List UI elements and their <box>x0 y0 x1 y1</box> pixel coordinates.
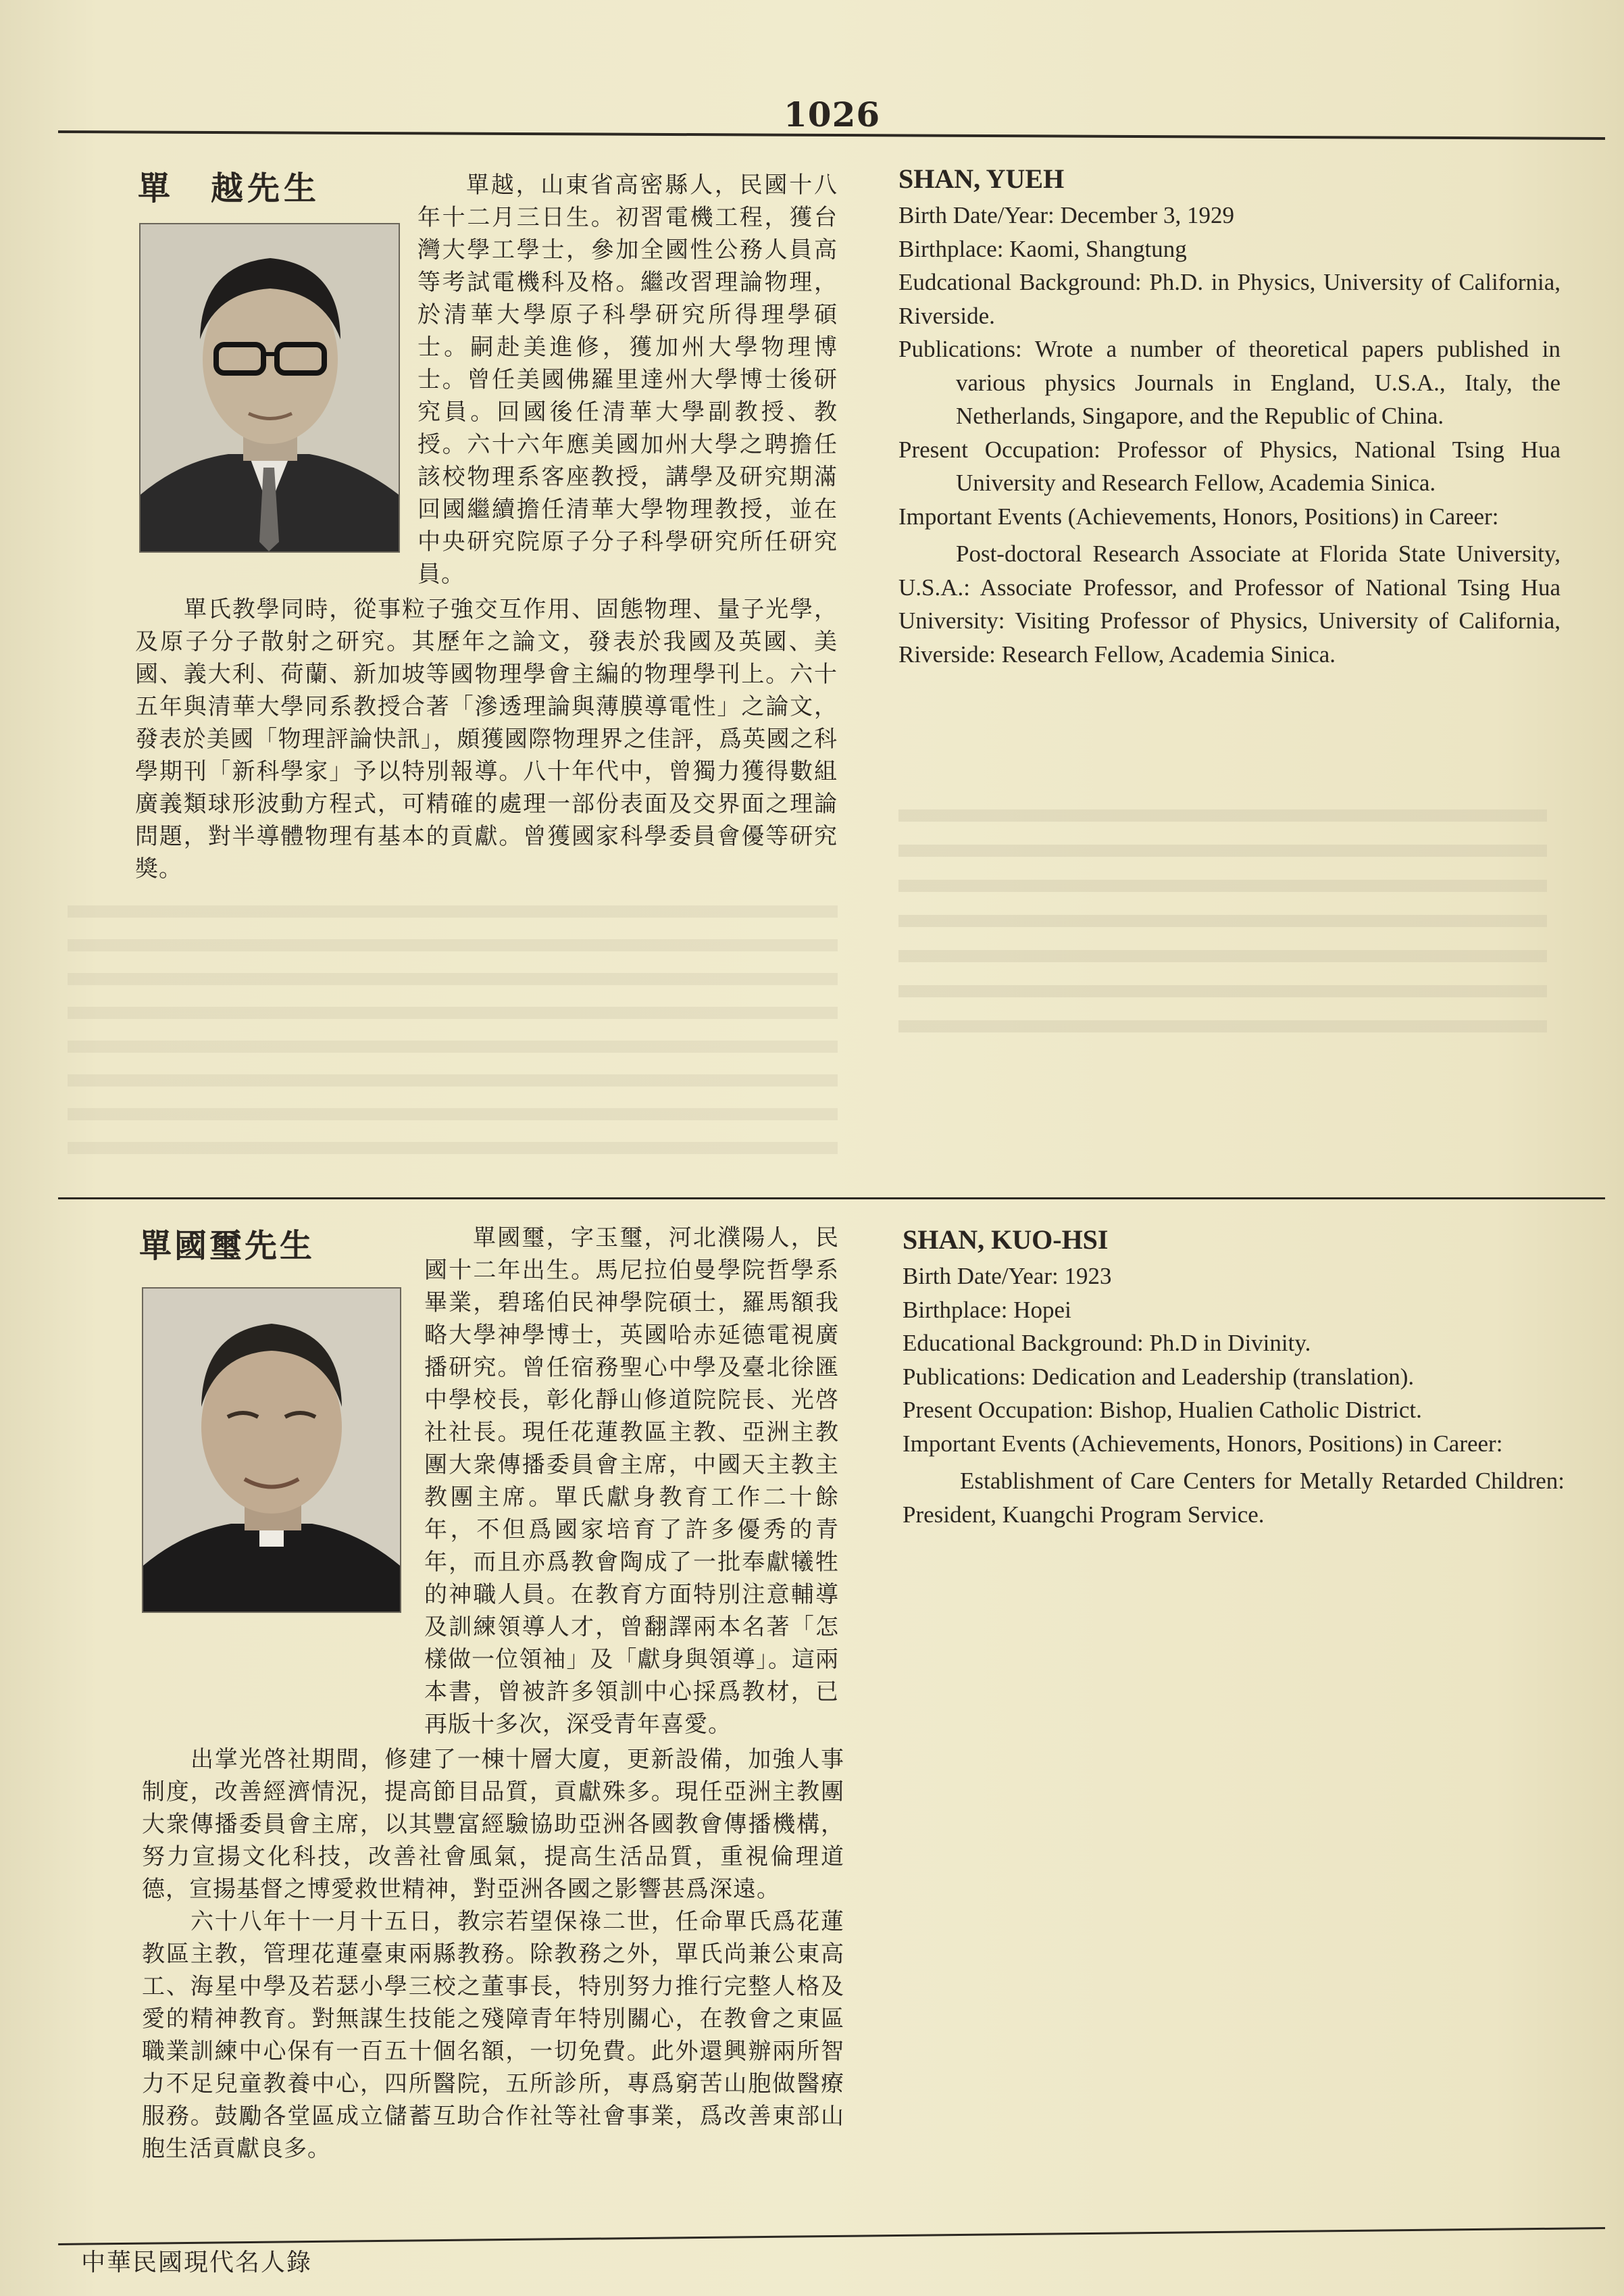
entry2-field-occupation <box>903 1393 1565 1427</box>
field-label: Present Occupation: <box>898 436 1100 463</box>
field-label: Important Events (Achievements, Honors, Positions) in Career: <box>903 1430 1503 1457</box>
middle-rule <box>58 1197 1605 1199</box>
field-label: Birth Date/Year: <box>898 202 1055 228</box>
entry1-name-en: SHAN, YUEH <box>898 164 1065 194</box>
entry2-name-en: SHAN, KUO-HSI <box>903 1224 1109 1255</box>
entry1-field-occupation <box>898 433 1560 500</box>
book-title-footer: 中華民國現代名人錄 <box>81 2249 313 2276</box>
entry2-field-publications <box>903 1360 1565 1394</box>
field-label: Publications: <box>903 1363 1026 1390</box>
entry2-career: Establishment of Care Centers for Metally Retarded Children: President, Kuangchi Program Service. <box>903 1468 1565 1528</box>
field-label: Birthplace: <box>898 235 1004 262</box>
entry2-field-birthdate <box>903 1259 1565 1293</box>
entry2-english-bio <box>903 1222 1565 1531</box>
field-value: Ph.D. in Physics, University of California, Riverside. <box>898 269 1560 329</box>
field-label: Publications: <box>898 336 1022 362</box>
entry1-field-publications <box>898 332 1560 433</box>
field-value: 1923 <box>1064 1263 1112 1289</box>
bleed-through-text <box>68 892 838 1176</box>
entry2-portrait-photo <box>142 1287 401 1613</box>
entry1-field-education <box>898 266 1560 332</box>
field-value: Wrote a number of theoretical papers published in various physics Journals in England, U.S.A., Italy, the Netherlands, Singapore, and the Republic of China. <box>956 336 1561 429</box>
entry2-bio-paragraph: 出掌光啓社期間，修建了一棟十層大廈，更新設備，加強人事制度，改善經濟情況，提高節目品質，貢獻殊多。現任亞洲主教團大衆傳播委員會主席，以其豐富經驗協助亞洲各國教會傳播機構，努力宣揚文化科技，改善社會風氣，提高生活品質，重視倫理道德，宣揚基督之博愛救世精神，對亞洲各國之影響甚爲深遠。 <box>142 1746 844 1903</box>
entry1-career: Post-doctoral Research Associate at Florida State University, U.S.A.: Associate Professor, and Professor of National Tsing Hua University: Visiting Professor of Physics, University of California, Riverside: Research Fellow, Academia Sinica. <box>898 541 1560 668</box>
field-label: Birth Date/Year: <box>903 1263 1059 1289</box>
entry1-field-birthplace <box>898 232 1560 266</box>
entry1-bio-zh-full <box>135 593 838 885</box>
field-value: Bishop, Hualien Catholic District. <box>1099 1397 1422 1423</box>
entry1-name-zh: 單 越先生 <box>138 170 321 207</box>
entry2-bio-paragraph: 單國璽，字玉璽，河北濮陽人，民國十二年出生。馬尼拉伯曼學院哲學系畢業，碧瑤伯民神學院碩士，羅馬額我略大學神學博士，英國哈赤延德電視廣播研究。曾任宿務聖心中學及臺北徐匯中學校長，彰化靜山修道院院長、光啓社社長。現任花蓮教區主教、亞洲主教團大衆傳播委員會主席，中國天主教主教團主席。單氏獻身教育工作二十餘年，不但爲國家培育了許多優秀的青年，而且亦爲教會陶成了一批奉獻犧牲的神職人員。在教育方面特別注意輔導及訓練領導人才，曾翻譯兩本名著「怎樣做一位領袖」及「獻身與領導」。這兩本書，曾被許多領訓中心採爲教材，已再版十多次，深受青年喜愛。 <box>424 1224 839 1738</box>
entry2-bio-paragraph: 六十八年十一月十五日，教宗若望保祿二世，任命單氏爲花蓮教區主教，管理花蓮臺東兩縣教務。除教務之外，單氏尚兼公東高工、海星中學及若瑟小學三校之董事長，特別努力推行完整人格及愛的精神教育。對無謀生技能之殘障青年特別關心，在教會之東區職業訓練中心保有一百五十個名額，一切免費。此外還興辦兩所智力不足兒童教養中心，四所醫院，五所診所，專爲窮苦山胞做醫療服務。鼓勵各堂區成立儲蓄互助合作社等社會事業，爲改善東部山胞生活貢獻良多。 <box>142 1908 844 2162</box>
entry1-bio-paragraph: 單越，山東省高密縣人，民國十八年十二月三日生。初習電機工程，獲台灣大學工學士，參加全國性公務人員高等考試電機科及格。繼改習理論物理，於清華大學原子科學研究所得理學碩士。嗣赴美進修，獲加州大學物理博士。曾任美國佛羅里達州大學博士後研究員。回國後任清華大學副教授、教授。六十六年應美國加州大學之聘擔任該校物理系客座教授，講學及研究期滿回國繼續擔任清華大學物理教授，並在中央研究院原子分子科學研究所任研究員。 <box>417 172 838 588</box>
field-label: Eudcational Background: <box>898 269 1142 295</box>
entry1-english-bio <box>898 161 1560 671</box>
entry2-bio-zh-col <box>424 1222 839 1741</box>
field-value: Ph.D in Divinity. <box>1149 1330 1311 1356</box>
entry1-field-events <box>898 500 1560 534</box>
entry2-bio-zh-full <box>142 1743 844 2165</box>
entry2-field-events <box>903 1427 1565 1461</box>
entry1-portrait-svg <box>141 224 399 551</box>
field-value: Kaomi, Shangtung <box>1009 235 1187 262</box>
entry2-field-education <box>903 1326 1565 1360</box>
field-value: Dedication and Leadership (translation). <box>1032 1363 1415 1390</box>
entry2-name-zh: 單國璽先生 <box>139 1227 315 1265</box>
bleed-through-text <box>898 797 1547 1054</box>
field-value: December 3, 1929 <box>1060 202 1235 228</box>
page-number: 1026 <box>784 95 881 134</box>
field-label: Present Occupation: <box>903 1397 1094 1423</box>
field-value: Professor of Physics, National Tsing Hua University and Research Fellow, Academia Sinica. <box>956 436 1560 496</box>
field-label: Educational Background: <box>903 1330 1144 1356</box>
entry1-portrait-photo <box>139 223 400 553</box>
entry1-bio-zh-col <box>417 169 838 591</box>
field-label: Important Events (Achievements, Honors, Positions) in Career: <box>898 503 1499 530</box>
entry2-portrait-svg <box>143 1289 400 1612</box>
entry1-field-birthdate <box>898 199 1560 232</box>
entry1-bio-paragraph: 單氏教學同時，從事粒子強交互作用、固態物理、量子光學，及原子分子散射之研究。其歷年之論文，發表於我國及英國、美國、義大利、荷蘭、新加坡等國物理學會主編的物理學刊上。六十五年與清華大學同系教授合著「滲透理論與薄膜導電性」之論文，發表於美國「物理評論快訊」，頗獲國際物理界之佳評，爲英國之科學期刊「新科學家」予以特別報導。八十年代中，曾獨力獲得數組廣義類球形波動方程式，可精確的處理一部份表面及交界面之理論問題，對半導體物理有基本的貢獻。曾獲國家科學委員會優等研究獎。 <box>135 596 838 882</box>
field-label: Birthplace: <box>903 1296 1008 1323</box>
entry2-field-birthplace <box>903 1293 1565 1327</box>
field-value: Hopei <box>1013 1296 1071 1323</box>
